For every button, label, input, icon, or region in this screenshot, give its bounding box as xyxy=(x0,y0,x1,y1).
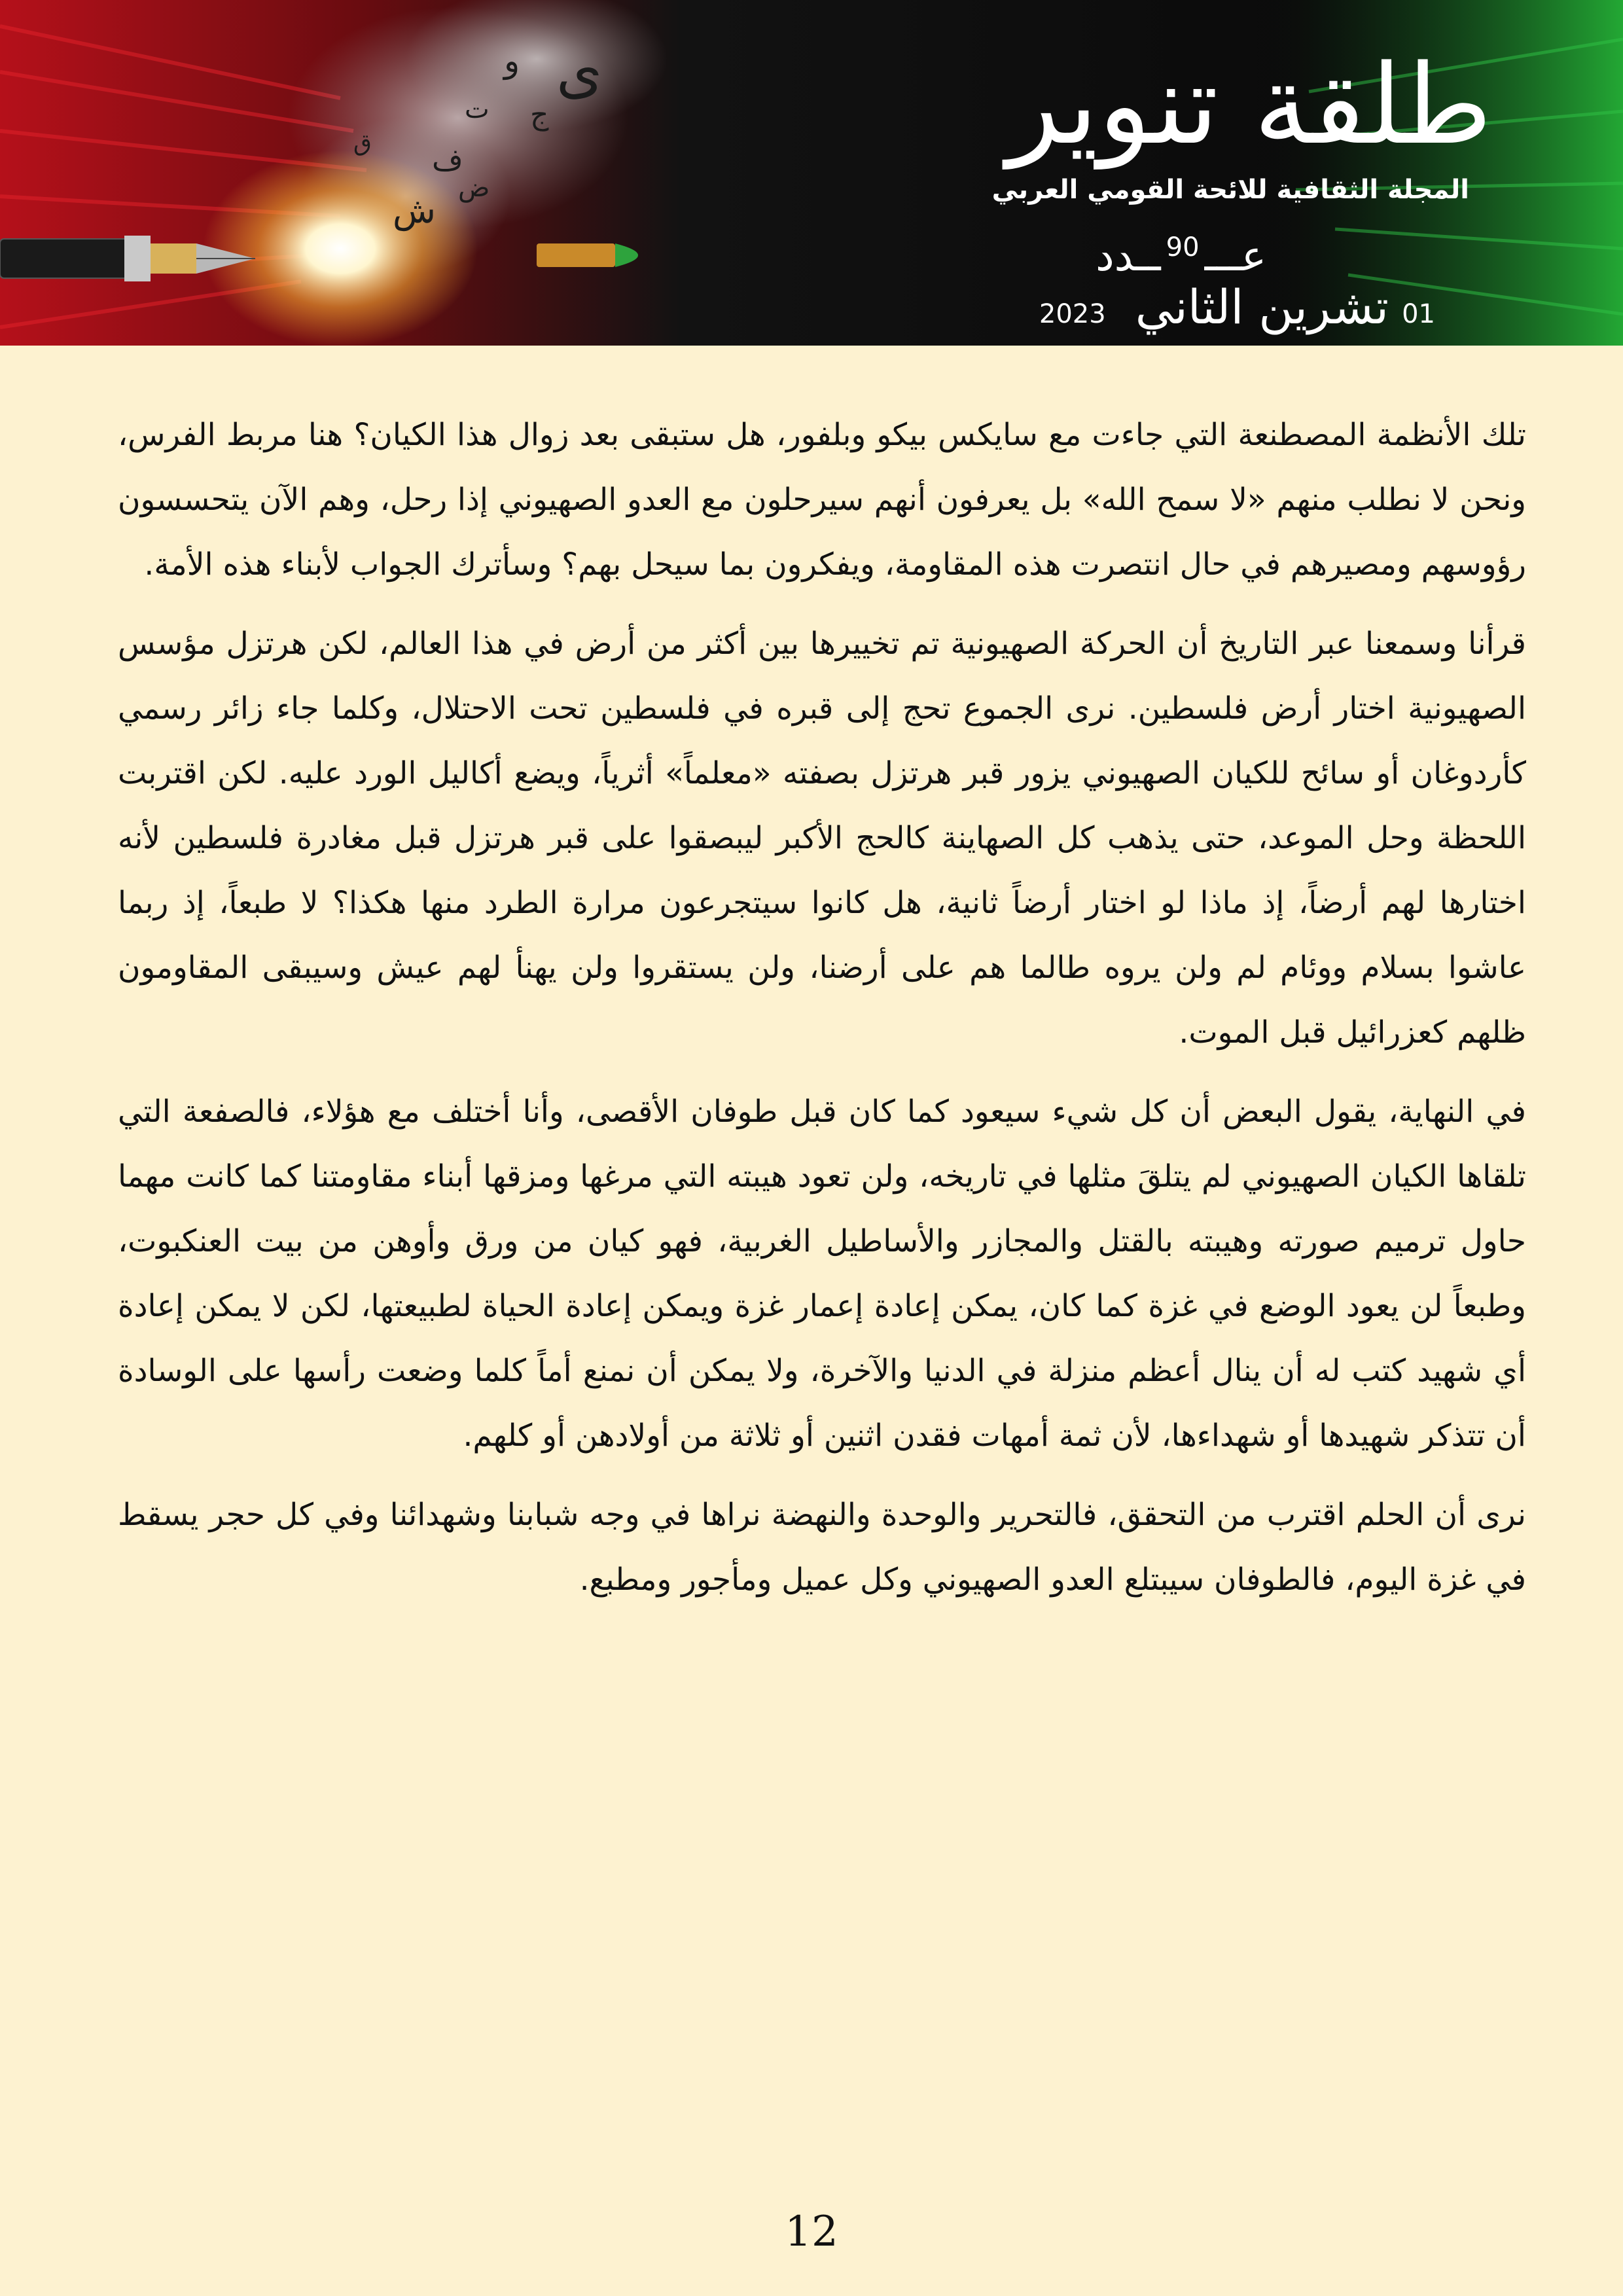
issue-label xyxy=(1096,221,1266,283)
svg-text:ج: ج xyxy=(530,98,549,132)
issue-month: تشرين الثاني xyxy=(1135,279,1389,334)
article-paragraph: تلك الأنظمة المصطنعة التي جاءت مع سايكس بيكو وبلفور، هل ستبقى بعد زوال هذا الكيان؟ هنا مربط الفرس، ونحن لا نطلب منهم «لا سمح الله» بل يعرفون أنهم سيرحلون مع العدو الصهيوني إذا رحل، وهم الآن يتحسسون رؤوسهم ومصيرهم في حال انتصرت هذه المقاومة، ويفكرون بما سيحل بهم؟ وسأترك الجواب لأبناء هذه الأمة. xyxy=(118,417,1526,583)
svg-text:ش: ش xyxy=(393,190,436,231)
page-number: 12 xyxy=(785,2208,838,2256)
svg-text:و: و xyxy=(504,42,520,80)
issue-number: 90 xyxy=(1166,232,1200,262)
issue-date xyxy=(1039,278,1435,336)
svg-text:ى: ى xyxy=(556,37,603,106)
article-body xyxy=(118,403,1526,1626)
fountain-pen-icon xyxy=(0,216,366,301)
article-paragraph: قرأنا وسمعنا عبر التاريخ أن الحركة الصهيونية تم تخييرها بين أكثر من أرض في هذا العالم، لكن هرتزل مؤسس الصهيونية اختار أرض فلسطين. نرى الجموع تحج إلى قبره في فلسطين تحت الاحتلال، وكلما جاء زائر رسمي كأردوغان أو سائح للكيان الصهيوني يزور قبر هرتزل بصفته «معلماً» أثرياً، ويضع أكاليل الورد عليه. لكن اقتربت اللحظة وحل الموعد، حتى يذهب كل الصهاينة كالحج الأكبر ليبصقوا على قبر هرتزل قبل مغادرة فلسطين لأنه اختارها لهم أرضاً، إذ ماذا لو اختار أرضاً ثانية، هل كانوا سيتجرعون مرارة الطرد منها هكذا؟ لا طبعاً، إذ ربما عاشوا بسلام ووئام لم ولن يروه طالما هم على أرضنا، ولن يستقروا ولن يهنأ لهم عيش وسيبقى المقاومون ظلهم كعزرائيل قبل الموت. xyxy=(118,626,1526,1050)
magazine-title: طلقة تنوير xyxy=(1007,41,1492,169)
article-paragraph: نرى أن الحلم اقترب من التحقق، فالتحرير والوحدة والنهضة نراها في وجه شبابنا وشهدائنا وفي كل حجر يسقط في غزة اليوم، فالطوفان سيبتلع العدو الصهيوني وكل عميل ومأجور ومطبع. xyxy=(118,1497,1526,1598)
svg-text:ت: ت xyxy=(465,94,490,124)
issue-day: 01 xyxy=(1402,299,1435,329)
smoke-letters-illustration xyxy=(314,20,628,262)
issue-prefix: عـــ xyxy=(1204,232,1266,281)
article-paragraph: في النهاية، يقول البعض أن كل شيء سيعود كما كان قبل طوفان الأقصى، وأنا أختلف مع هؤلاء، فالصفعة التي تلقاها الكيان الصهيوني لم يتلقَ مثلها في تاريخه، ولن تعود هيبته التي مرغها ومزقها أبناء مقاومتنا كما كانت مهما حاول ترميم صورته وهيبته بالقتل والمجازر والأساطيل الغربية، فهو كيان من ورق وأوهن من بيت العنكبوت، وطبعاً لن يعود الوضع في غزة كما كان، يمكن إعادة إعمار غزة ويمكن إعادة الحياة لطبيعتها، لكن لا يمكن إعادة أي شهيد كتب له أن ينال أعظم منزلة في الدنيا والآخرة، ولا يمكن أن نمنع أماً كلما وضعت رأسها على الوسادة أن تتذكر شهيدها أو شهداءها، لأن ثمة أمهات فقدن اثنين أو ثلاثة من أولادهن أو كلهم. xyxy=(118,1094,1526,1454)
svg-text:ق: ق xyxy=(353,130,372,156)
svg-text:ض: ض xyxy=(458,173,490,203)
svg-text:ف: ف xyxy=(432,142,463,177)
magazine-header-banner xyxy=(0,0,1623,346)
magazine-subtitle: المجلة الثقافية للائحة القومي العربي xyxy=(991,175,1469,205)
issue-year: 2023 xyxy=(1039,299,1106,329)
issue-suffix: ــدد xyxy=(1096,232,1161,281)
